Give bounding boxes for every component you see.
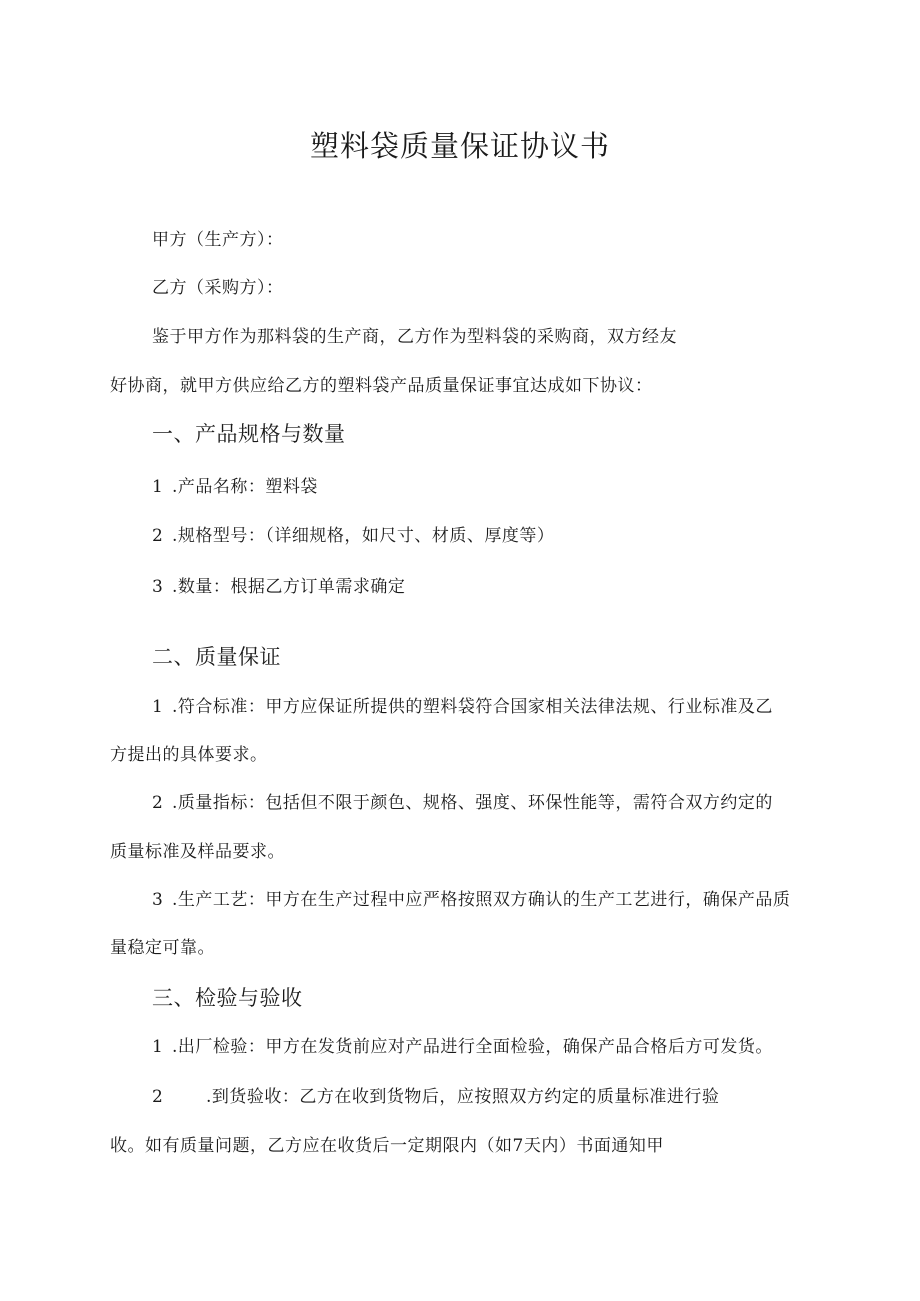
- section-1-item-1: [152, 475, 318, 499]
- section-3-item-1: [152, 1035, 773, 1059]
- item-text: .规格型号：（详细规格，如尺寸、材质、厚度等）: [172, 526, 555, 546]
- item-number: 3: [152, 890, 164, 910]
- item-number: 2: [152, 1087, 164, 1107]
- section-2-item-2-line-2: 质量标准及样品要求。: [110, 842, 285, 862]
- item-number: 1: [152, 697, 164, 717]
- item-number: 2: [152, 793, 164, 813]
- section-3-item-2-line-2: 收。如有质量问题，乙方应在收货后一定期限内（如7天内）书面通知甲: [110, 1136, 664, 1156]
- section-2-item-3-line-1: [152, 888, 790, 912]
- party-b-label: 乙方（采购方）：: [152, 278, 284, 298]
- section-2-heading: 二、质量保证: [152, 645, 281, 669]
- section-2-item-2-line-1: [152, 791, 773, 815]
- item-number: 1: [152, 1037, 164, 1057]
- item-number: 2: [152, 526, 164, 546]
- item-text: .数量：根据乙方订单需求确定: [172, 577, 406, 597]
- section-3-heading: 三、检验与验收: [152, 986, 303, 1010]
- item-number: 3: [152, 577, 164, 597]
- item-text: .生产工艺：甲方在生产过程中应严格按照双方确认的生产工艺进行，确保产品质: [172, 890, 791, 910]
- document-title: 塑料袋质量保证协议书: [309, 129, 610, 163]
- item-text: .符合标准：甲方应保证所提供的塑料袋符合国家相关法律法规、行业标准及乙: [172, 697, 773, 717]
- item-text: .到货验收：乙方在收到货物后，应按照双方约定的质量标准进行验: [206, 1087, 720, 1107]
- party-a-label: 甲方（生产方）：: [152, 230, 284, 250]
- item-number: 1: [152, 477, 164, 497]
- item-text: .产品名称：塑料袋: [172, 477, 318, 497]
- item-text: .质量指标：包括但不限于颜色、规格、强度、环保性能等，需符合双方约定的: [172, 793, 773, 813]
- section-1-heading: 一、产品规格与数量: [152, 422, 346, 446]
- section-2-item-3-line-2: 量稳定可靠。: [110, 938, 215, 958]
- section-3-item-2-line-1: [152, 1085, 719, 1109]
- item-text: .出厂检验：甲方在发货前应对产品进行全面检验，确保产品合格后方可发货。: [172, 1037, 773, 1057]
- section-1-item-2: [152, 524, 554, 548]
- preamble-line-2: 好协商，就甲方供应给乙方的塑料袋产品质量保证事宜达成如下协议：: [110, 376, 653, 396]
- preamble-line-1: 鉴于甲方作为那料袋的生产商，乙方作为型料袋的采购商，双方经友: [152, 327, 677, 347]
- section-2-item-1-line-1: [152, 695, 773, 719]
- section-1-item-3: [152, 575, 405, 599]
- section-2-item-1-line-2: 方提出的具体要求。: [110, 745, 268, 765]
